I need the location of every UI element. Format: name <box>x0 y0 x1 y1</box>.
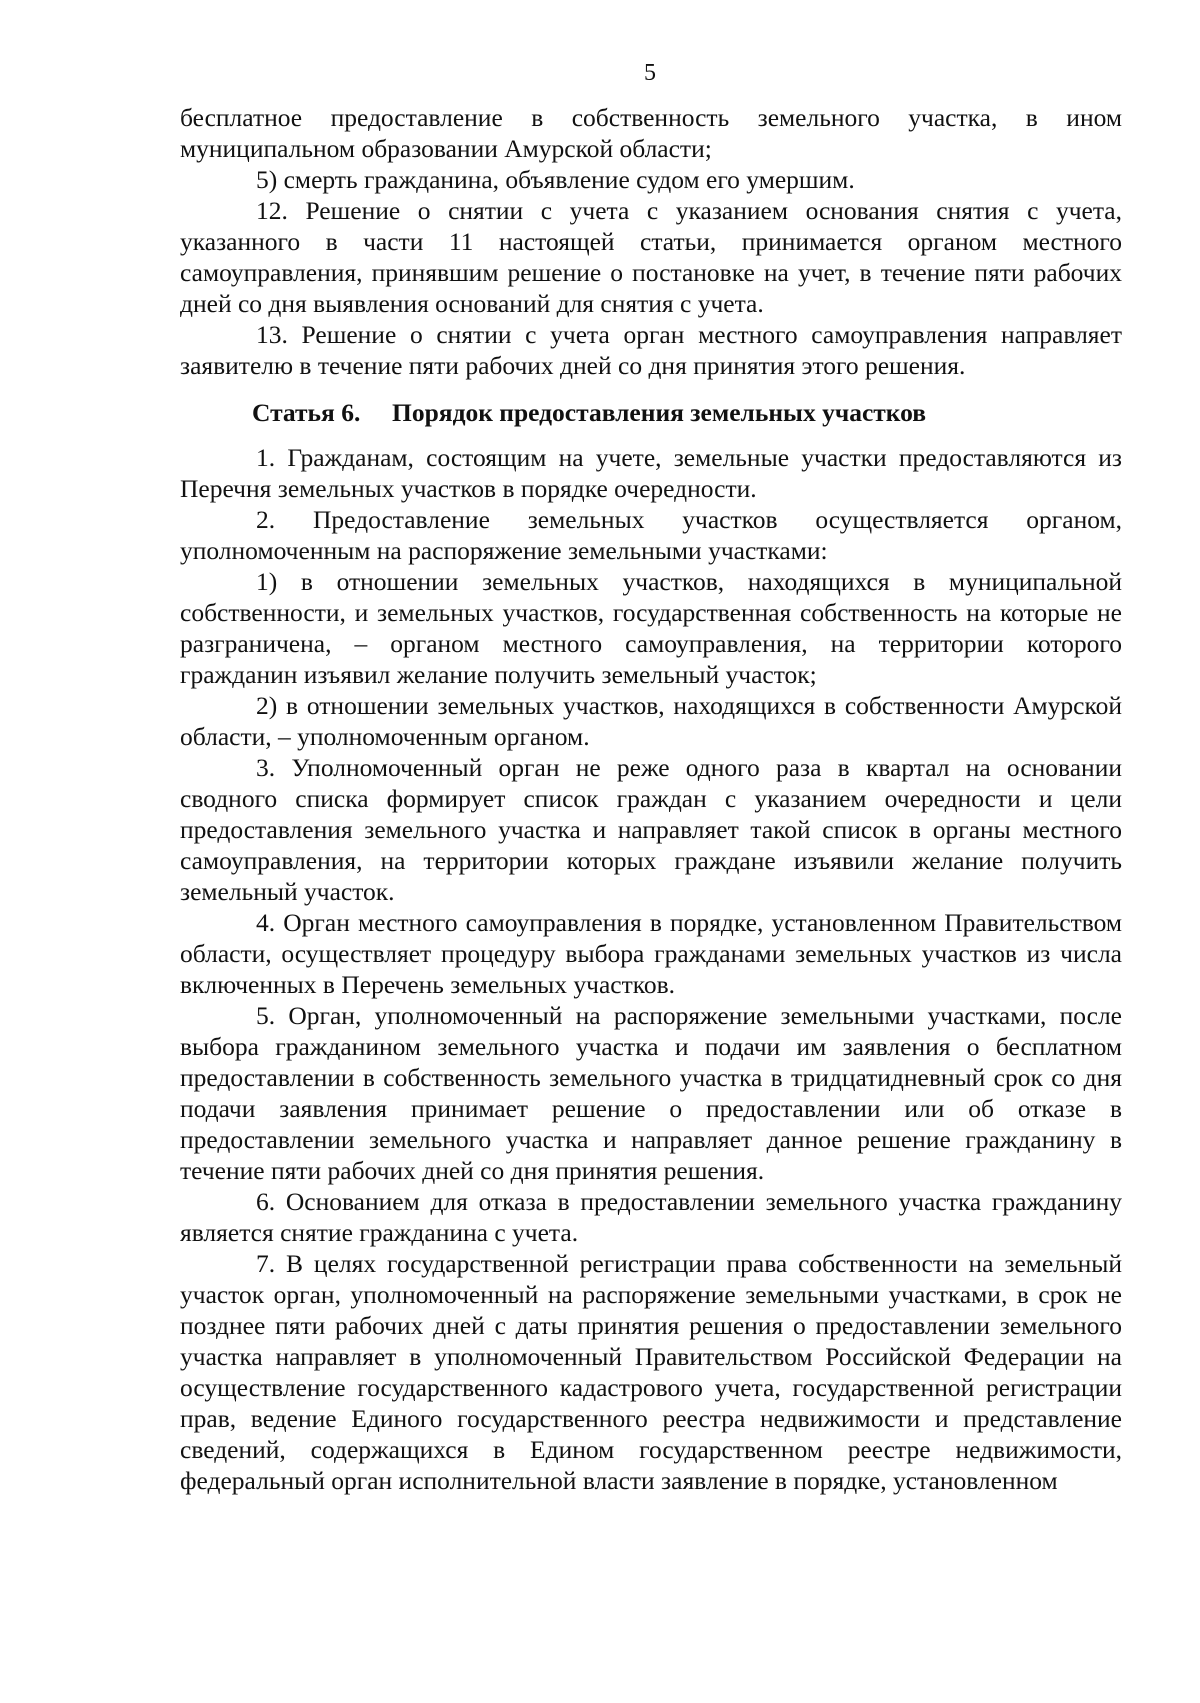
paragraph: 2. Предоставление земельных участков осуществляется органом, уполномоченным на распоряжение земельными участками: <box>180 505 1122 565</box>
article-number: Статья 6. <box>252 398 361 427</box>
paragraph: бесплатное предоставление в собственность земельного участка, в ином муниципальном образовании Амурской области; <box>180 103 1122 163</box>
paragraphs-before-article <box>180 102 1122 381</box>
paragraph: 1. Гражданам, состоящим на учете, земельные участки предоставляются из Перечня земельных участков в порядке очередности. <box>180 443 1122 503</box>
paragraph: 12. Решение о снятии с учета с указанием основания снятия с учета, указанного в части 11 настоящей статьи, принимается органом местного самоуправления, принявшим решение о постановке на учет, в течение пяти рабочих дней со дня выявления оснований для снятия с учета. <box>180 196 1122 318</box>
paragraph: 3. Уполномоченный орган не реже одного раза в квартал на основании сводного списка формирует список граждан с указанием очередности и цели предоставления земельного участка и направляет такой список в органы местного самоуправления, на территории которых граждане изъявили желание получить земельный участок. <box>180 753 1122 906</box>
article-title: Порядок предоставления земельных участков <box>392 398 927 427</box>
paragraph: 6. Основанием для отказа в предоставлении земельного участка гражданину является снятие гражданина с учета. <box>180 1187 1122 1247</box>
paragraph: 1) в отношении земельных участков, находящихся в муниципальной собственности, и земельных участков, государственная собственность на которые не разграничена, – органом местного самоуправления, на территории которого гражданин изъявил желание получить земельный участок; <box>180 567 1122 689</box>
paragraph: 13. Решение о снятии с учета орган местного самоуправления направляет заявителю в течение пяти рабочих дней со дня принятия этого решения. <box>180 320 1122 380</box>
page-number: 5 <box>644 60 656 86</box>
paragraph: 5. Орган, уполномоченный на распоряжение земельными участками, после выбора гражданином земельного участка и подачи им заявления о бесплатном предоставлении в собственность земельного участка в тридцатидневный срок со дня подачи заявления принимает решение о предоставлении или об отказе в предоставлении земельного участка и направляет данное решение гражданину в течение пяти рабочих дней со дня принятия решения. <box>180 1001 1122 1185</box>
paragraph: 7. В целях государственной регистрации права собственности на земельный участок орган, уполномоченный на распоряжение земельными участками, в срок не позднее пяти рабочих дней с даты принятия решения о предоставлении земельного участка направляет в уполномоченный Правительством Российской Федерации на осуществление государственного кадастрового учета, государственной регистрации прав, ведение Единого государственного реестра недвижимости и представление сведений, содержащихся в Едином государственном реестре недвижимости, федеральный орган исполнительной власти заявление в порядке, установленном <box>180 1249 1122 1495</box>
paragraph: 4. Орган местного самоуправления в порядке, установленном Правительством области, осуществляет процедуру выбора гражданами земельных участков из числа включенных в Перечень земельных участков. <box>180 908 1122 999</box>
paragraph: 5) смерть гражданина, объявление судом его умершим. <box>256 165 855 194</box>
paragraphs-after-article <box>180 442 1122 1496</box>
paragraph: 2) в отношении земельных участков, находящихся в собственности Амурской области, – уполномоченным органом. <box>180 691 1122 751</box>
article-heading <box>180 397 1122 428</box>
document-body <box>180 102 1122 1496</box>
